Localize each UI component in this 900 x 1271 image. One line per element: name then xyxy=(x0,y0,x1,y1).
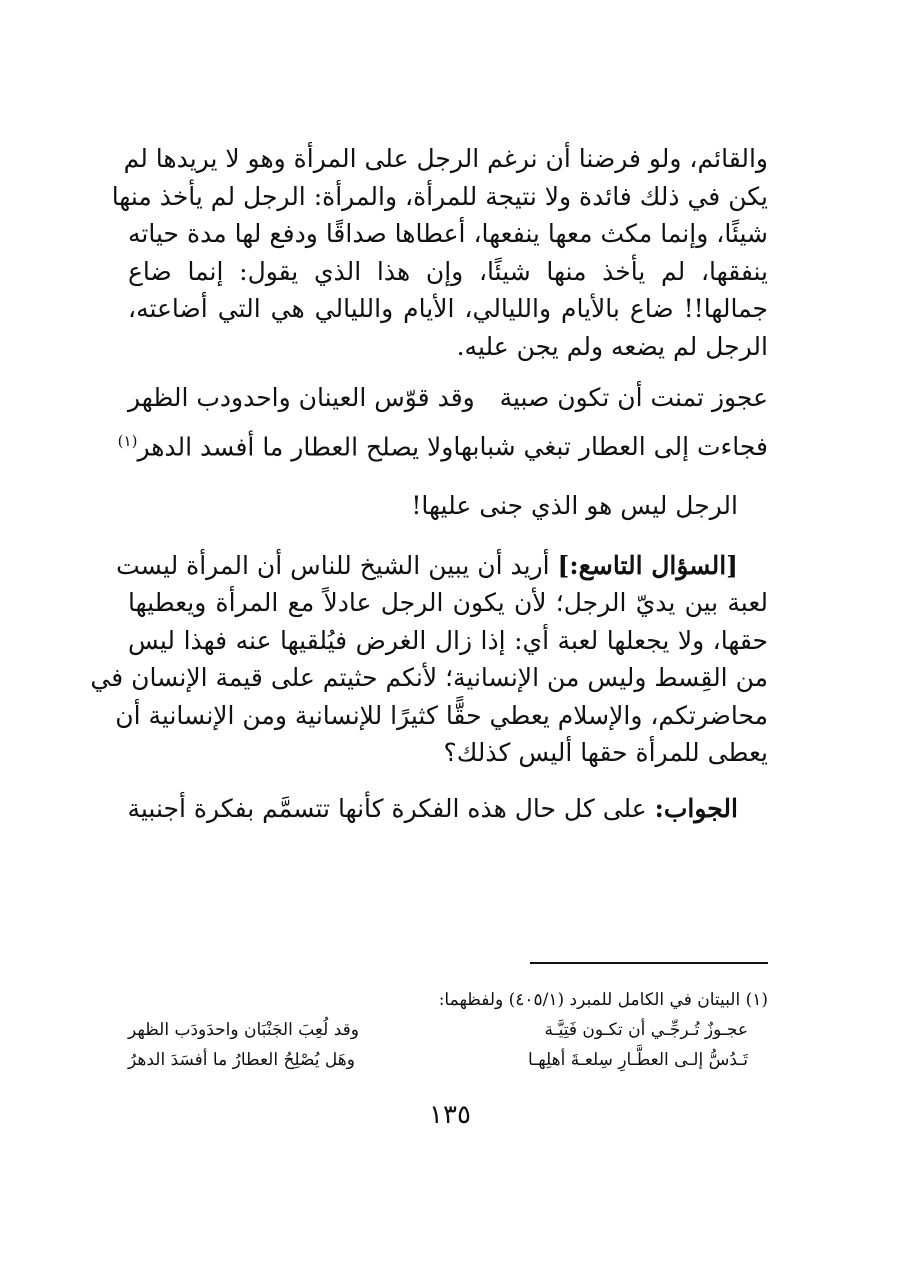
text-line: جمالها!! ضاع بالأيام والليالي، الأيام والليالي هي التي أضاعته، xyxy=(128,294,768,323)
footnote-divider xyxy=(530,962,768,964)
verse-text: ولا يصلح العطار ما أفسد الدهر xyxy=(137,432,454,462)
text-line xyxy=(128,790,768,828)
footnote-marker: (١) xyxy=(117,432,138,450)
text-line: محاضرتكم، والإسلام يعطي حقًّا كثيرًا للإنسانية ومن الإنسانية أن xyxy=(115,700,768,730)
question-paragraph xyxy=(90,547,768,772)
text-line: الرجل لم يضعه ولم يجن عليه. xyxy=(456,331,768,361)
answer-paragraph xyxy=(128,790,768,828)
text-line: يعطى للمرأة حقها أليس كذلك؟ xyxy=(443,738,768,768)
verse-hemistich-right: عجوز تمنت أن تكون صبية xyxy=(499,383,768,412)
text-line: حقها، ولا يجعلها لعبة أي: إذا زال الغرض فيُلقيها عنه فهذا ليس xyxy=(128,625,768,655)
footnote-verse-1 xyxy=(128,1015,768,1045)
paragraph-1 xyxy=(111,140,768,365)
page-number: ١٣٥ xyxy=(429,1100,471,1130)
verse-hemistich-right: فجاءت إلى العطار تبغي شبابها xyxy=(453,432,768,461)
poem-verse-2 xyxy=(117,432,768,462)
verse-hemistich-left: وهَل يُصْلِحُ العطارُ ما أفسَدَ الدهرُ xyxy=(128,1050,355,1070)
text-line xyxy=(116,547,768,585)
verse-hemistich-left xyxy=(118,432,454,461)
text-line: ينفقها، لم يأخذ منها شيئًا، وإن هذا الذي يقول: إنما ضاع xyxy=(128,256,768,286)
verse-hemistich-left: وقد قوّس العينان واحدودب الظهر xyxy=(128,383,475,412)
text-line: شيئًا، وإنما مكث معها ينفعها، أعطاها صداقًا ودفع لها مدة حياته xyxy=(128,219,768,248)
footnote-verse-2 xyxy=(128,1045,768,1075)
poem-verse-1 xyxy=(128,383,768,412)
text-line: لعبة بين يديّ الرجل؛ لأن يكون الرجل عادلاً مع المرأة ويعطيها xyxy=(128,588,768,618)
text-line: والقائم، ولو فرضنا أن نرغم الرجل على المرأة وهو لا يريدها لم xyxy=(123,144,768,173)
verse-hemistich-left: وقد لُعِبَ الجَنْبَان واحدَودَب الظهر xyxy=(128,1020,359,1040)
footnote-intro: (١) البيتان في الكامل للمبرد (٤٠٥/١) ولفظهما: xyxy=(438,990,768,1010)
text-line: يكن في ذلك فائدة ولا نتيجة للمرأة، والمرأة: الرجل لم يأخذ منها xyxy=(111,181,768,211)
verse-hemistich-right: عجـوزٌ تُـرجِّـي أن تكـون فَتِيَّـة xyxy=(544,1020,748,1040)
question-text: أريد أن يبين الشيخ للناس أن المرأة ليست xyxy=(116,550,558,580)
text-line: من القِسط وليس من الإنسانية؛ لأنكم حثيتم على قيمة الإنسان في xyxy=(90,663,768,693)
answer-label: الجواب: xyxy=(654,793,738,823)
verse-hemistich-right: تَـدُسُّ إلـى العطَّـارِ سِلعـةَ أهلِهـا xyxy=(528,1050,748,1070)
paragraph-2: الرجل ليس هو الذي جنى عليها! xyxy=(411,491,738,521)
footnotes xyxy=(128,985,768,1075)
answer-text: على كل حال هذه الفكرة كأنها تتسمَّم بفكرة أجنبية xyxy=(127,793,655,823)
question-label: [السؤال التاسع:] xyxy=(557,550,738,580)
page-body xyxy=(90,140,768,827)
